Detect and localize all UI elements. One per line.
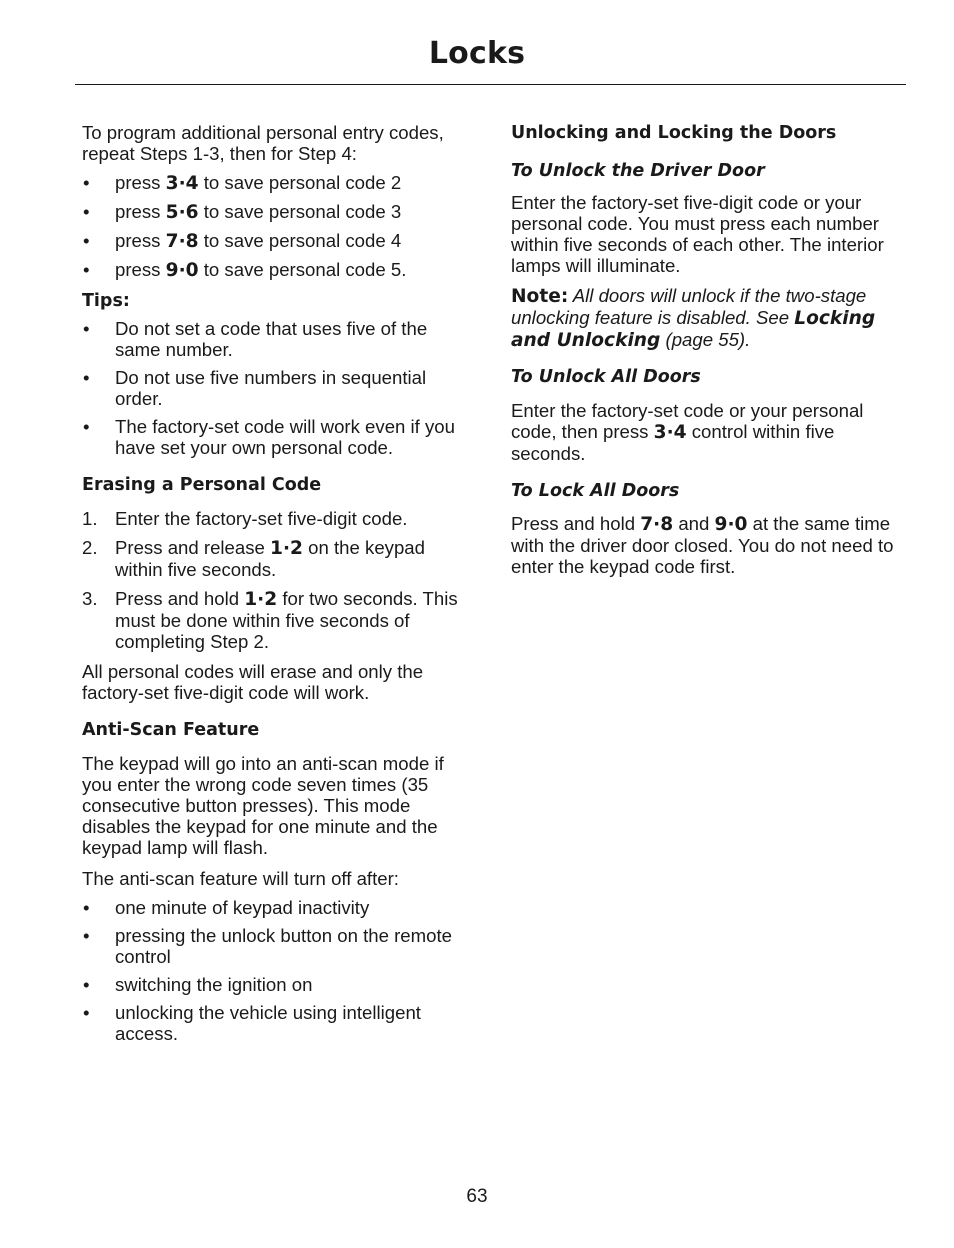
right-column (511, 122, 903, 577)
lock-all-heading: To Lock All Doors (511, 481, 680, 501)
key-code: 7·8 (165, 231, 199, 252)
erase-steps-list (82, 508, 474, 652)
intro-paragraph: To program additional personal entry codes, repeat Steps 1-3, then for Step 4: (82, 122, 444, 164)
key-code: 9·0 (165, 260, 199, 281)
list-item: • unlocking the vehicle using intelligent access. (83, 1002, 421, 1044)
list-item: • press 9·0 to save personal code 5. (83, 259, 407, 281)
list-item: • press 3·4 to save personal code 2 (83, 172, 402, 194)
driver-door-heading: To Unlock the Driver Door (511, 161, 765, 181)
unlock-all-heading: To Unlock All Doors (511, 367, 701, 387)
list-item: • Do not use five numbers in sequential order. (83, 367, 427, 409)
unlock-all-paragraph: Enter the factory-set code or your personal code, then press 3·4 control within five seconds. (511, 400, 864, 464)
antiscan-paragraph: The keypad will go into an anti-scan mode if you enter the wrong code seven times (35 consecutive button presses). This mode disables the keypad for one minute and the keypad lamp will flash. (82, 753, 444, 858)
note-label: Note: (511, 286, 569, 307)
cross-reference-link[interactable]: Locking and Unlocking (511, 308, 876, 351)
left-column (82, 122, 474, 1044)
step-number: 2. (82, 537, 98, 558)
list-item: • Do not set a code that uses five of the same number. (83, 318, 428, 360)
key-code: 3·4 (165, 173, 199, 194)
list-item: • pressing the unlock button on the remote control (83, 925, 452, 967)
bullet-marker: • (83, 201, 90, 222)
key-code: 5·6 (165, 202, 199, 223)
bullet-marker: • (83, 259, 90, 280)
step-number: 1. (82, 508, 98, 529)
list-item: 3. Press and hold 1·2 for two seconds. This must be done within five seconds of completing Step 2. (82, 588, 458, 652)
list-item: • The factory-set code will work even if you have set your own personal code. (83, 416, 455, 458)
driver-door-paragraph: Enter the factory-set five-digit code or your personal code. You must press each number within five seconds of each other. The interior lamps will illuminate. (511, 192, 884, 276)
press-code-list (82, 172, 474, 281)
erase-heading: Erasing a Personal Code (82, 475, 322, 495)
erase-result-paragraph: All personal codes will erase and only the factory-set five-digit code will work. (82, 661, 424, 703)
bullet-marker: • (83, 172, 90, 193)
bullet-marker: • (83, 230, 90, 251)
key-code: 1·2 (244, 589, 278, 610)
key-code: 3·4 (653, 422, 687, 443)
tips-list (82, 318, 474, 458)
key-code: 1·2 (270, 538, 303, 559)
note-paragraph: Note: All doors will unlock if the two-stage unlocking feature is disabled. See Locking and Unlocking (page 55). (511, 285, 876, 351)
list-item: • switching the ignition on (83, 974, 313, 995)
list-item: • one minute of keypad inactivity (83, 897, 370, 918)
antiscan-intro: The anti-scan feature will turn off after: (82, 868, 399, 889)
bullet-marker: • (83, 367, 90, 388)
key-code: 7·8 (640, 514, 674, 535)
bullet-marker: • (83, 974, 90, 995)
bullet-marker: • (83, 318, 90, 339)
tips-heading: Tips: (82, 291, 130, 311)
section-heading: Unlocking and Locking the Doors (511, 123, 837, 143)
list-item: • press 5·6 to save personal code 3 (83, 201, 402, 223)
title-divider (75, 84, 906, 85)
bullet-marker: • (83, 1002, 90, 1023)
page-number: 63 (466, 1186, 488, 1207)
list-item: • press 7·8 to save personal code 4 (83, 230, 402, 252)
antiscan-list (82, 897, 474, 1044)
bullet-marker: • (83, 416, 90, 437)
page-reference: (page 55). (660, 329, 751, 350)
lock-all-paragraph: Press and hold 7·8 and 9·0 at the same time with the driver door closed. You do not need to enter the keypad code first. (511, 513, 894, 577)
list-item: 1. Enter the factory-set five-digit code. (82, 508, 408, 529)
step-number: 3. (82, 588, 98, 609)
bullet-marker: • (83, 897, 90, 918)
key-code: 9·0 (714, 514, 748, 535)
antiscan-heading: Anti-Scan Feature (82, 720, 260, 740)
list-item: 2. Press and release 1·2 on the keypad within five seconds. (82, 537, 425, 580)
bullet-marker: • (83, 925, 90, 946)
page-title: Locks (428, 36, 526, 71)
